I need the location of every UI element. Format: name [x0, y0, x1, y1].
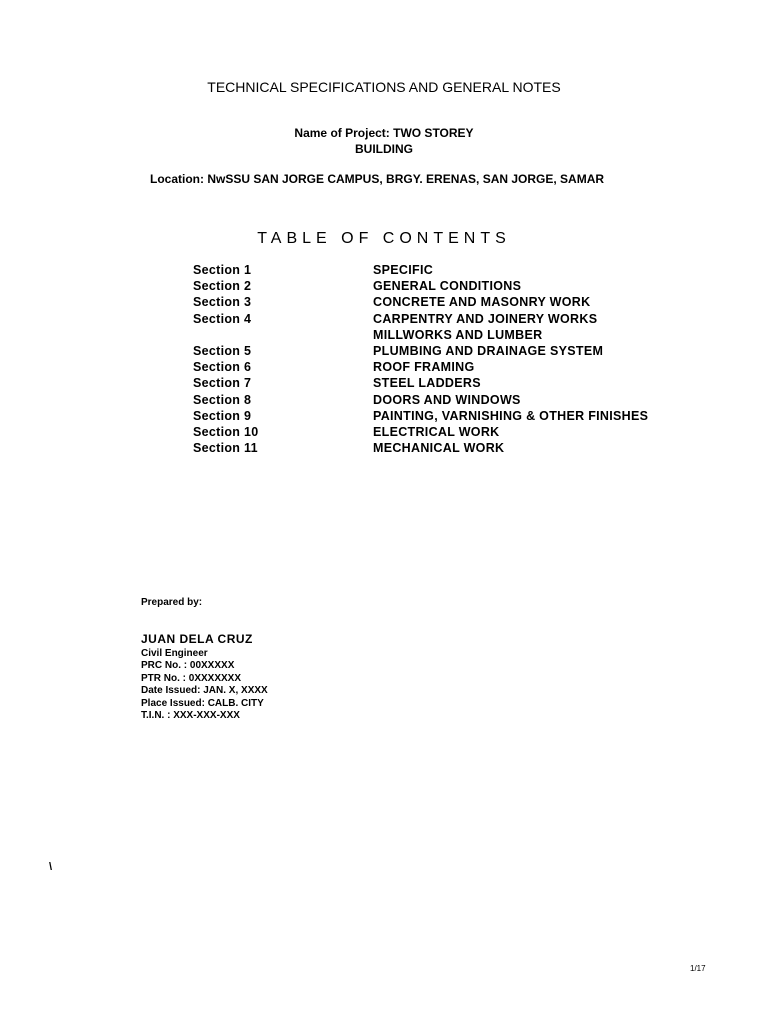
toc-section-title: DOORS AND WINDOWS	[373, 392, 521, 407]
prepared-by-label: Prepared by:	[141, 597, 203, 608]
page-number: 1/17	[690, 964, 706, 973]
toc-row	[193, 424, 648, 440]
toc-section-number: Section 10	[193, 424, 259, 439]
toc-section-title: PLUMBING AND DRAINAGE SYSTEM	[373, 343, 604, 358]
toc-row	[193, 294, 648, 310]
toc-section-number: Section 4	[193, 311, 252, 326]
toc-section-title: GENERAL CONDITIONS	[373, 279, 522, 294]
toc-section-title: SPECIFIC	[373, 263, 434, 277]
project-name-line-1: Name of Project: TWO STOREY	[294, 126, 474, 140]
toc-row	[193, 327, 648, 343]
toc-row	[193, 311, 648, 327]
ptr-number: PTR No. : 0XXXXXXX	[141, 672, 242, 684]
project-name-line-2: BUILDING	[355, 142, 413, 156]
toc-row	[193, 343, 648, 359]
toc-section-title: STEEL LADDERS	[373, 376, 481, 391]
toc-section-title: CONCRETE AND MASONRY WORK	[373, 295, 591, 310]
toc-section-title: MILLWORKS AND LUMBER	[373, 327, 543, 342]
project-location: Location: NwSSU SAN JORGE CAMPUS, BRGY. ERENAS, SAN JORGE, SAMAR	[150, 172, 605, 186]
toc-section-number: Section 1	[193, 263, 252, 277]
toc-section-number: Section 9	[193, 408, 252, 423]
toc-row	[193, 375, 648, 391]
table-of-contents	[193, 262, 648, 456]
stray-mark: \	[49, 861, 53, 873]
toc-section-number: Section 6	[193, 360, 252, 375]
toc-section-title: ROOF FRAMING	[373, 360, 475, 375]
toc-section-title: CARPENTRY AND JOINERY WORKS	[373, 311, 598, 326]
toc-row	[193, 278, 648, 294]
engineer-name: JUAN DELA CRUZ	[141, 632, 253, 646]
toc-section-title: ELECTRICAL WORK	[373, 424, 500, 439]
toc-row	[193, 440, 648, 456]
date-issued: Date Issued: JAN. X, XXXX	[141, 685, 268, 696]
signatory-block	[141, 633, 268, 723]
toc-row	[193, 359, 648, 375]
engineer-role: Civil Engineer	[141, 647, 208, 659]
document-title: TECHNICAL SPECIFICATIONS AND GENERAL NOTES	[207, 79, 561, 95]
toc-row	[193, 392, 648, 408]
toc-section-number: Section 3	[193, 295, 252, 310]
toc-section-number: Section 11	[193, 441, 258, 456]
toc-section-number: Section 5	[193, 343, 252, 358]
toc-section-number	[193, 327, 373, 343]
toc-row	[193, 408, 648, 424]
toc-section-number: Section 8	[193, 392, 252, 407]
place-issued: Place Issued: CALB. CITY	[141, 697, 264, 709]
toc-row	[193, 262, 648, 278]
toc-section-title: PAINTING, VARNISHING & OTHER FINISHES	[373, 408, 649, 423]
toc-section-number: Section 7	[193, 376, 252, 391]
toc-section-title: MECHANICAL WORK	[373, 441, 505, 456]
prc-number: PRC No. : 00XXXXX	[141, 660, 235, 671]
toc-heading: TABLE OF CONTENTS	[257, 230, 511, 247]
toc-section-number: Section 2	[193, 279, 252, 294]
tin-number: T.I.N. : XXX-XXX-XXX	[141, 710, 240, 721]
